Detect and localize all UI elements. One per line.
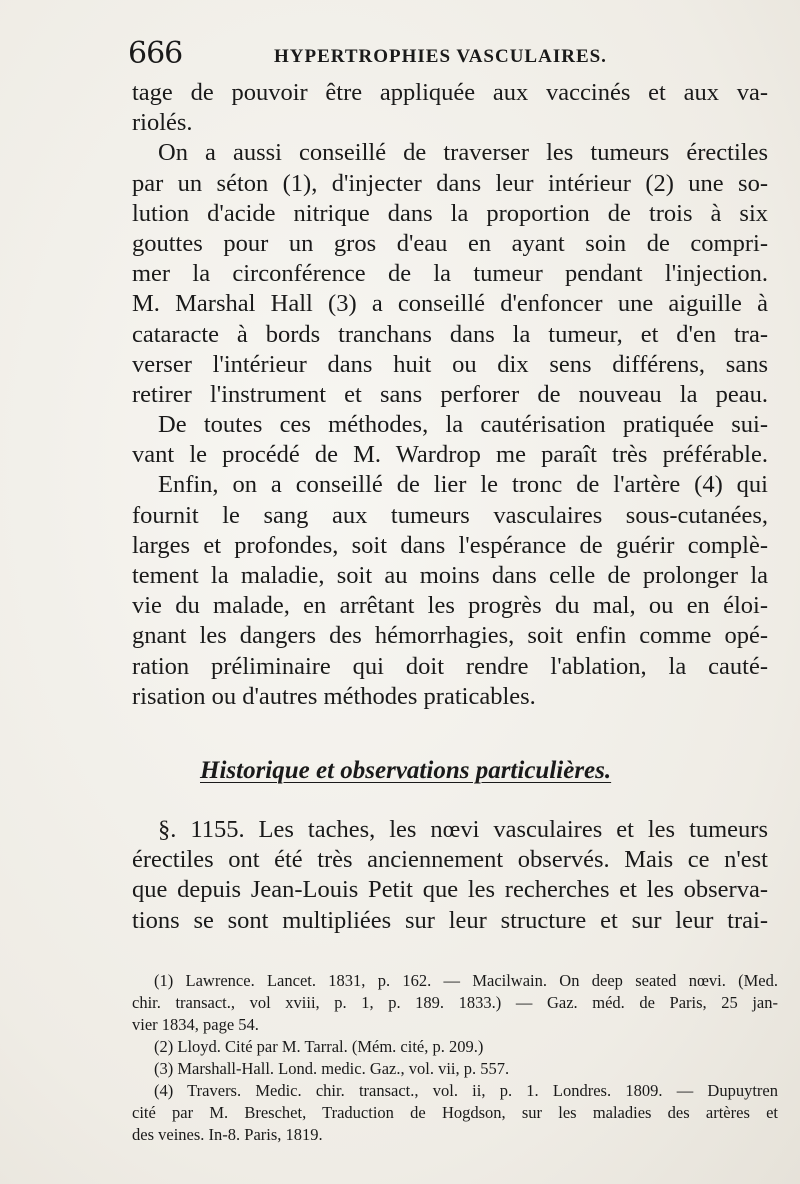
footnote-line: vier 1834, page 54.	[132, 1015, 259, 1034]
text-line: tage de pouvoir être appliquée aux vaccinés et aux va-	[132, 79, 768, 106]
text-line: gouttes pour un gros d'eau en ayant soin de compri-	[132, 229, 768, 257]
text-line: retirer l'instrument et sans perforer de nouveau la peau.	[132, 380, 768, 408]
footnote-line: (3) Marshall-Hall. Lond. medic. Gaz., vol. vii, p. 557.	[154, 1059, 510, 1078]
page-number: 666	[128, 36, 183, 71]
text-line: mer la circonférence de la tumeur pendant l'injection.	[132, 260, 768, 288]
text-line: tement la maladie, soit au moins dans celle de prolonger la	[132, 562, 768, 589]
footnote-line: chir. transact., vol xviii, p. 1, p. 189. 1833.) — Gaz. méd. de Paris, 25 jan-	[132, 993, 778, 1012]
footnotes	[132, 970, 778, 1146]
text-line: De toutes ces méthodes, la cautérisation pratiquée sui-	[158, 411, 768, 439]
text-line: risation ou d'autres méthodes praticables.	[132, 682, 536, 710]
text-line: érectiles ont été très anciennement observés. Mais ce n'est	[132, 846, 768, 874]
footnote-line: des veines. In-8. Paris, 1819.	[132, 1125, 323, 1144]
footnote-line: cité par M. Breschet, Traduction de Hogdson, sur les maladies des artères et	[132, 1103, 778, 1122]
text-line: M. Marshal Hall (3) a conseillé d'enfoncer une aiguille à	[132, 290, 768, 318]
text-line: larges et profondes, soit dans l'espérance de guérir complè-	[132, 531, 768, 559]
text-line: vie du malade, en arrêtant les progrès du mal, ou en éloi-	[132, 592, 768, 620]
text-line: par un séton (1), d'injecter dans leur intérieur (2) une so-	[132, 169, 768, 197]
text-line: riolés.	[132, 109, 193, 137]
footnote-line: (1) Lawrence. Lancet. 1831, p. 162. — Macilwain. On deep seated nœvi. (Med.	[154, 971, 778, 990]
text-line: lution d'acide nitrique dans la proportion de trois à six	[132, 199, 768, 227]
text-line: vant le procédé de M. Wardrop me paraît très préférable.	[132, 441, 768, 469]
footnote-line: (4) Travers. Medic. chir. transact., vol. ii, p. 1. Londres. 1809. — Dupuytren	[154, 1081, 778, 1100]
text-line: §. 1155. Les taches, les nœvi vasculaires et les tumeurs	[158, 816, 768, 843]
section-heading: Historique et observations particulières.	[200, 757, 612, 784]
text-line: que depuis Jean-Louis Petit que les recherches et les observa-	[132, 876, 768, 904]
text-line: cataracte à bords tranchans dans la tumeur, et d'en tra-	[132, 320, 768, 348]
text-line: ration préliminaire qui doit rendre l'ablation, la cauté-	[132, 652, 768, 680]
section-text-block	[132, 815, 768, 936]
text-line: On a aussi conseillé de traverser les tumeurs érectiles	[158, 139, 768, 167]
running-head: HYPERTROPHIES VASCULAIRES.	[274, 46, 607, 67]
text-line: fournit le sang aux tumeurs vasculaires sous-cutanées,	[132, 501, 768, 529]
footnote-line: (2) Lloyd. Cité par M. Tarral. (Mém. cité, p. 209.)	[154, 1037, 484, 1056]
text-line: gnant les dangers des hémorrhagies, soit enfin comme opé-	[132, 622, 768, 650]
text-line: Enfin, on a conseillé de lier le tronc de l'artère (4) qui	[158, 471, 768, 499]
page-header	[128, 36, 768, 76]
text-line: tions se sont multipliées sur leur structure et sur leur trai-	[132, 906, 768, 934]
text-line: verser l'intérieur dans huit ou dix sens différens, sans	[132, 350, 768, 378]
main-text-block	[132, 78, 768, 712]
